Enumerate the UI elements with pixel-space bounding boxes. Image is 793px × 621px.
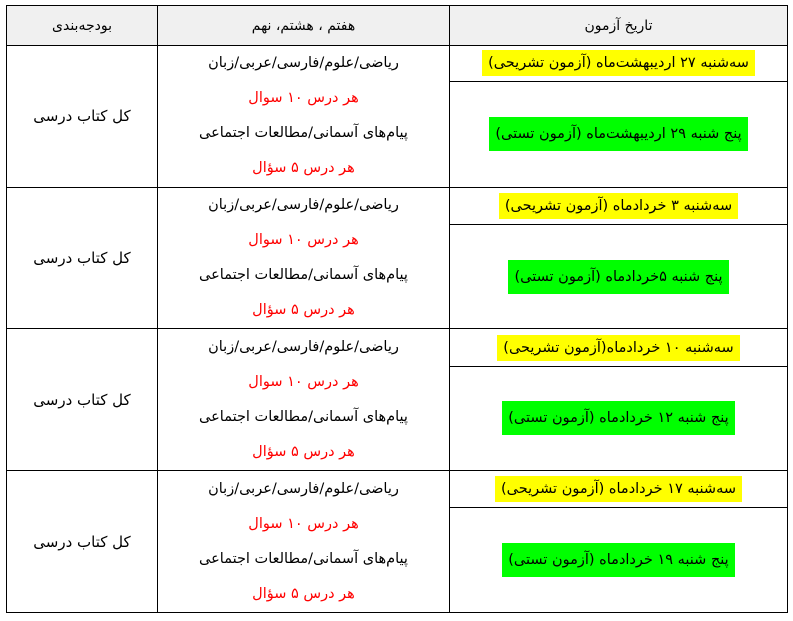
subjects-group-1: ریاضی/علوم/فارسی/عربی/زبان [208,338,399,355]
exam-date-descriptive [450,46,788,82]
exam-date-test [450,508,788,613]
subjects-group-2: پیام‌های آسمانی/مطالعات اجتماعی [199,125,408,142]
subjects-group-2: پیام‌های آسمانی/مطالعات اجتماعی [199,408,408,425]
exam-date-test-text: پنج شنبه ۲۹ اردیبهشت‌ماه (آزمون تستی) [489,117,747,151]
exam-date-test-text: پنج شنبه ۵خردادماه (آزمون تستی) [508,260,728,294]
exam-date-descriptive-text: سه‌شنبه ۲۷ اردیبهشت‌ماه (آزمون تشریحی) [482,50,755,76]
budget-cell: کل کتاب درسی [7,329,158,471]
question-count-2: هر درس ۵ سؤال [252,443,355,460]
subjects-cell [158,187,450,329]
question-count-1: هر درس ۱۰ سوال [248,515,359,532]
exam-date-test [450,224,788,329]
exam-schedule-table [6,5,788,613]
exam-date-descriptive-text: سه‌شنبه ۱۷ خردادماه (آزمون تشریحی) [495,476,742,502]
subjects-cell [158,471,450,613]
table-row [7,46,788,82]
exam-date-descriptive [450,329,788,366]
subjects-group-1: ریاضی/علوم/فارسی/عربی/زبان [208,197,399,214]
header-grades: هفتم ، هشتم، نهم [158,6,450,46]
header-budget: بودجه‌بندی [7,6,158,46]
subjects-group-1: ریاضی/علوم/فارسی/عربی/زبان [208,55,399,72]
question-count-2: هر درس ۵ سؤال [252,302,355,319]
question-count-2: هر درس ۵ سؤال [252,160,355,177]
subjects-group-1: ریاضی/علوم/فارسی/عربی/زبان [208,480,399,497]
exam-date-descriptive-text: سه‌شنبه ۳ خردادماه (آزمون تشریحی) [499,193,738,219]
question-count-1: هر درس ۱۰ سوال [248,373,359,390]
header-row [7,6,788,46]
exam-date-descriptive-text: سه‌شنبه ۱۰ خردادماه(آزمون تشریحی) [497,335,739,361]
exam-date-descriptive [450,187,788,224]
exam-date-test-text: پنج شنبه ۱۲ خردادماه (آزمون تستی) [502,401,734,435]
exam-date-test [450,366,788,471]
exam-date-test-text: پنج شنبه ۱۹ خردادماه (آزمون تستی) [502,543,734,577]
table-row [7,187,788,224]
table-row [7,471,788,508]
header-exam-date: تاریخ آزمون [450,6,788,46]
subjects-group-2: پیام‌های آسمانی/مطالعات اجتماعی [199,550,408,567]
exam-date-descriptive [450,471,788,508]
budget-cell: کل کتاب درسی [7,46,158,188]
question-count-2: هر درس ۵ سؤال [252,585,355,602]
question-count-1: هر درس ۱۰ سوال [248,90,359,107]
question-count-1: هر درس ۱۰ سوال [248,232,359,249]
table-row [7,329,788,366]
budget-cell: کل کتاب درسی [7,187,158,329]
budget-cell: کل کتاب درسی [7,471,158,613]
subjects-cell [158,329,450,471]
subjects-group-2: پیام‌های آسمانی/مطالعات اجتماعی [199,267,408,284]
exam-date-test [450,81,788,187]
subjects-cell [158,46,450,188]
